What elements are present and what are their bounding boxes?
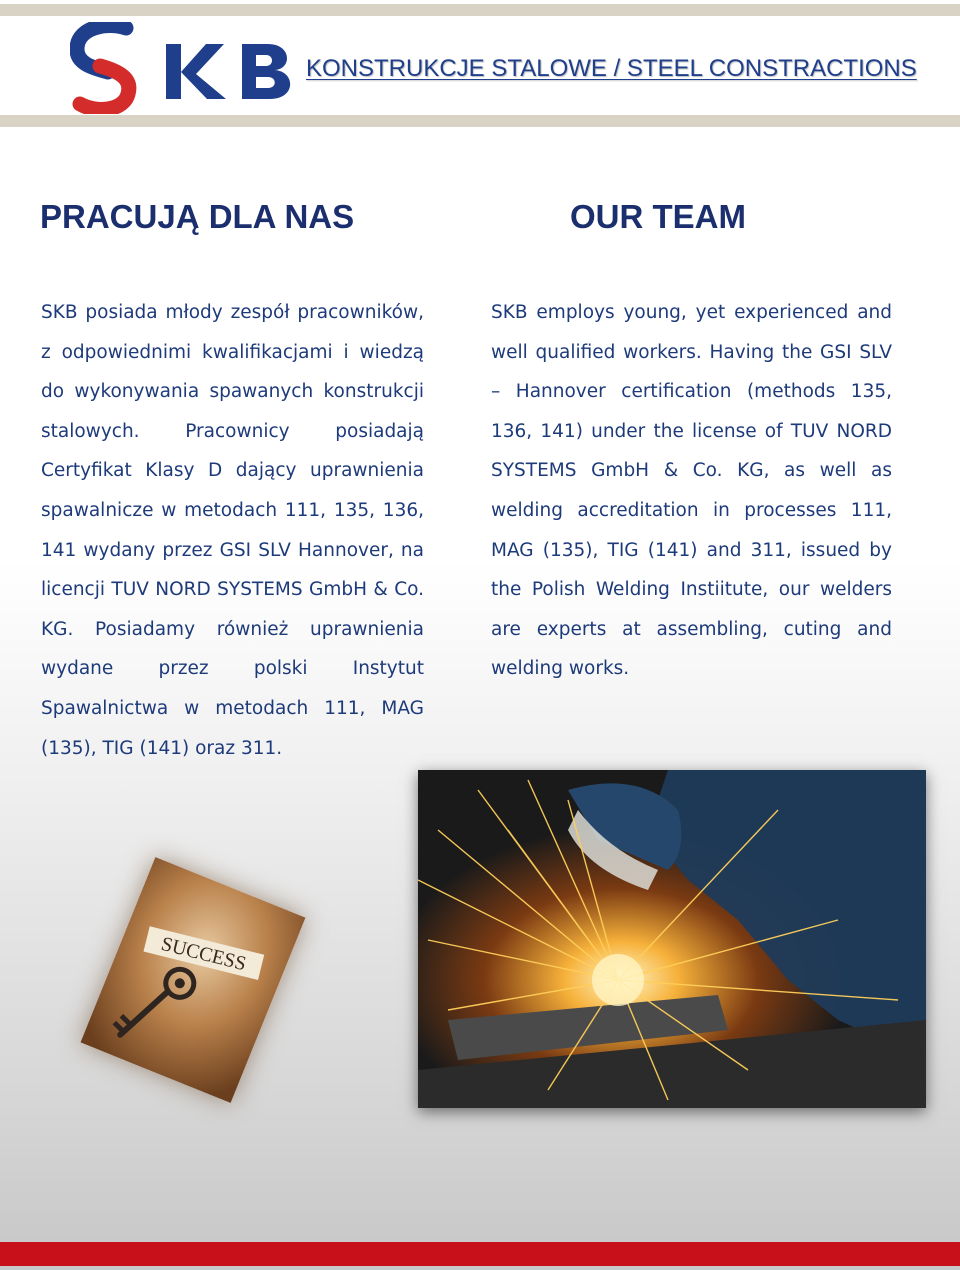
header-bottom-band: [0, 115, 960, 127]
skb-logo: [70, 22, 300, 114]
header-tagline: KONSTRUKCJE STALOWE / STEEL CONSTRACTIONS: [306, 55, 917, 82]
success-text: SUCCESS: [158, 932, 249, 976]
polish-body-text: SKB posiada młody zespół pracowników, z odpowiednimi kwalifikacjami i wiedzą do wykonywania spawanych konstrukcji stalowych. Pracownicy posiadają Certyfikat Klasy D dający uprawnienia spawalnicze w metodach 111, 135, 136, 141 wydany przez GSI SLV Hannover, na licencji TUV NORD SYSTEMS GmbH & Co. KG. Posiadamy również uprawnienia wydane przez polski Instytut Spawalnictwa w metodach 111, MAG (135), TIG (141) oraz 311.: [41, 302, 424, 759]
english-body-text: SKB employs young, yet experienced and well qualified workers. Having the GSI SLV – Hannover certification (methods 135, 136, 141) under the license of TUV NORD SYSTEMS GmbH & Co. KG, as well as welding accreditation in processes 111, MAG (135), TIG (141) and 311, issued by the Polish Welding Instiitute, our welders are experts at assembling, cuting and welding works.: [491, 302, 892, 680]
header-top-band: [0, 4, 960, 16]
polish-section-heading: PRACUJĄ DLA NAS: [40, 198, 355, 235]
success-key-photo: [80, 857, 305, 1103]
grinding-sparks-photo: [418, 770, 926, 1108]
english-section-heading: OUR TEAM: [570, 198, 746, 235]
footer-red-bar: [0, 1242, 960, 1266]
